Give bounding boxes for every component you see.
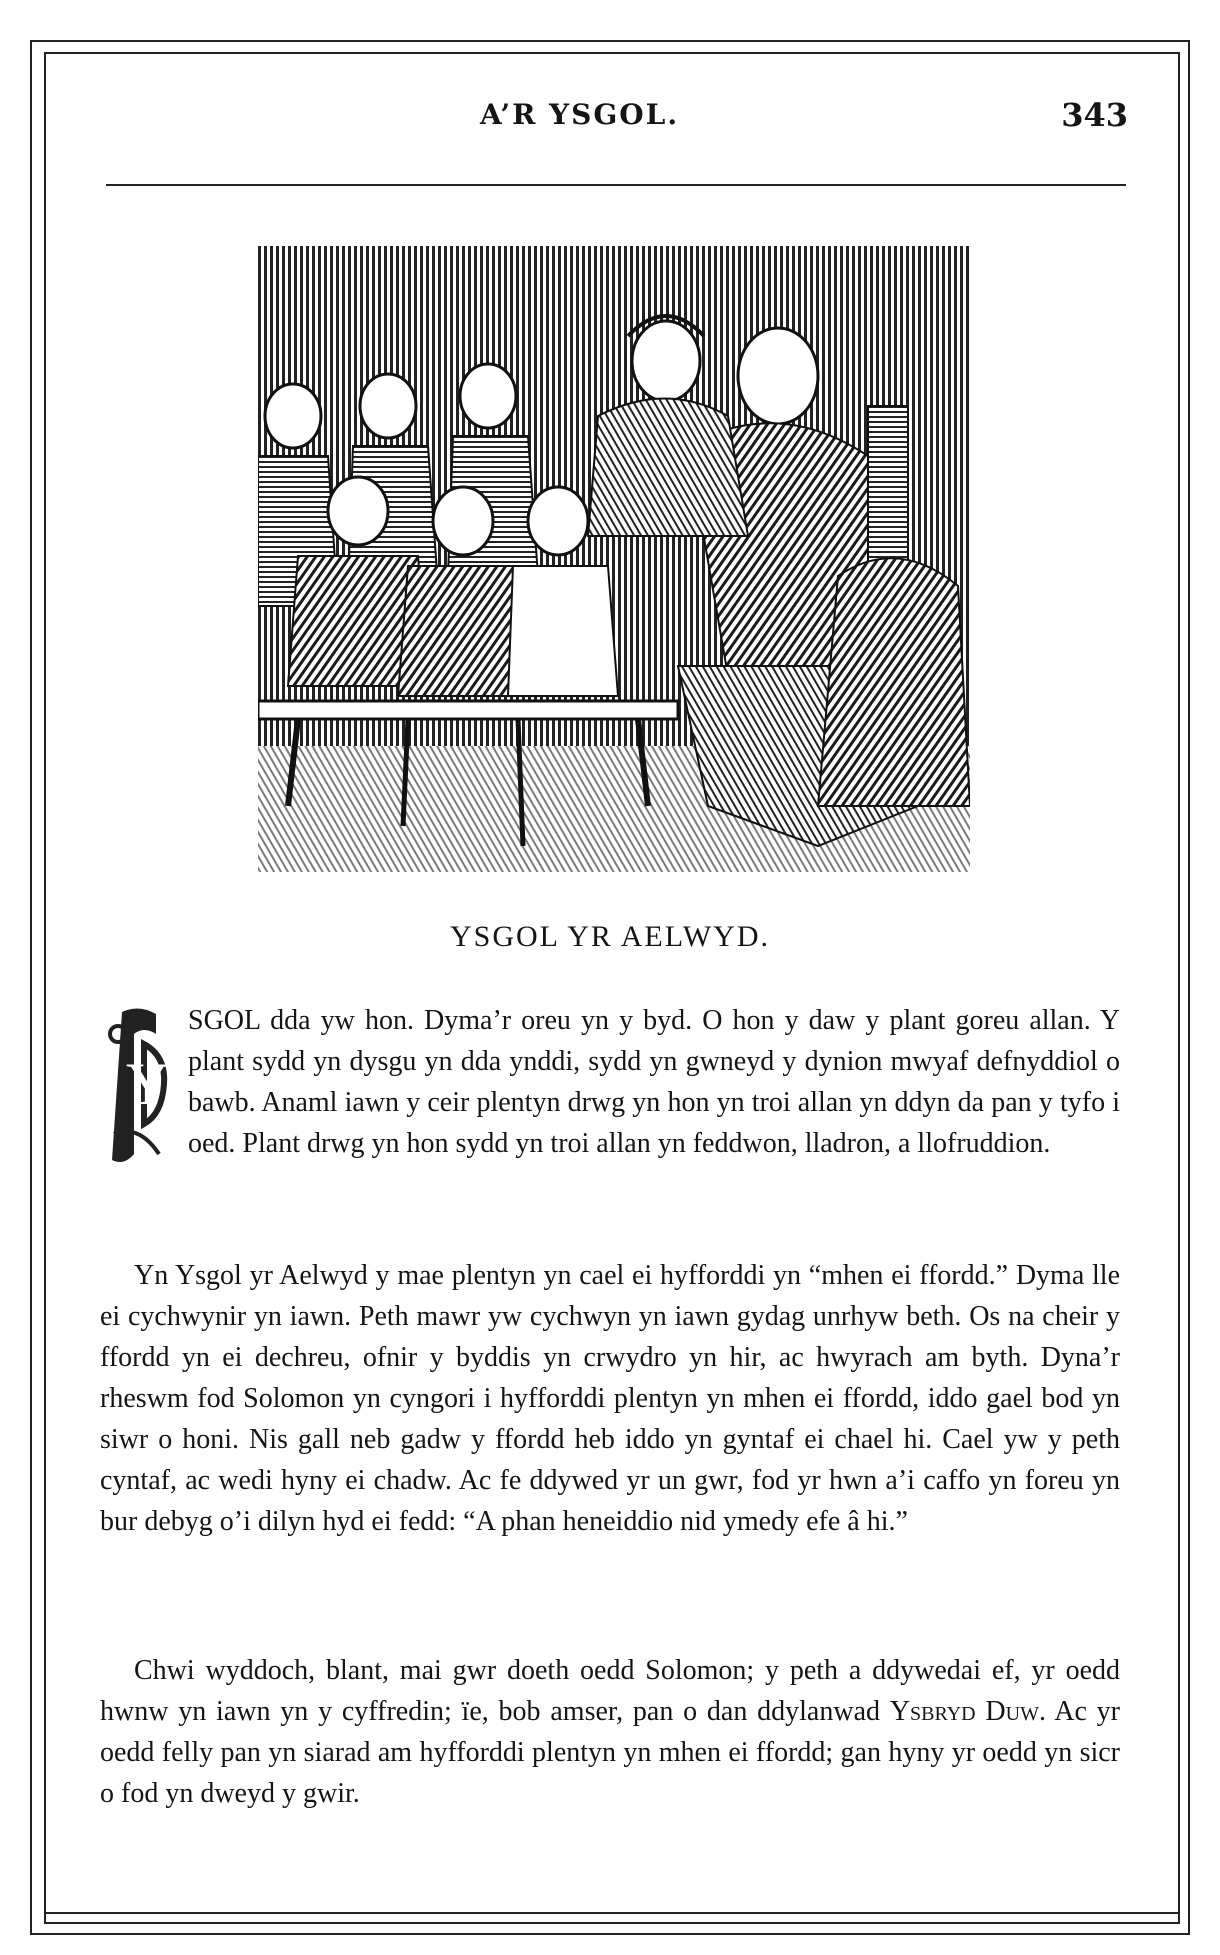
holy-spirit-smallcaps: Ysbryd Duw: [889, 1696, 1039, 1727]
paragraph-1-text: SGOL dda yw hon. Dyma’r oreu yn y byd. O hon y daw y plant goreu allan. Y plant sydd yn dysgu yn dda ynddi, sydd yn gwneyd y dynion mwyaf defnyddiol o bawb. Anaml iawn y ceir plentyn drwg yn hon yn troi allan yn ddyn da pan y tyfo i oed. Plant drwg yn hon sydd yn troi allan yn feddwon, lladron, a llofruddion.: [188, 1005, 1120, 1159]
header-rule: [106, 184, 1126, 186]
dropcap-letter: Y: [126, 1051, 170, 1117]
paragraph-1: [100, 1000, 1120, 1172]
paragraph-2: Yn Ysgol yr Aelwyd y mae plentyn yn cael ei hyfforddi yn “mhen ei ffordd.” Dyma lle ei cychwynir yn iawn. Peth mawr yw cychwyn yn iawn gydag unrhyw beth. Os na cheir y ffordd yn ei dechreu, ofnir y byddis yn crwydro yn hir, ac hwyrach am byth. Dyna’r rheswm fod Solomon yn cyngori i hyfforddi plentyn yn mhen ei ffordd, iddo gael bod yn siwr o honi. Nis gall neb gadw y ffordd heb iddo yn gyntaf ei chael hi. Cael yw y peth cyntaf, ac wedi hyny ei chadw. Ac fe ddywed yr un gwr, fod yr hwn a’i caffo yn foreu yn bur debyg o’i dilyn hyd ei fedd: “A phan heneiddio nid ymedy efe â hi.”: [100, 1260, 1120, 1537]
paragraph-3-text-b: . Ac yr oedd felly pan yn siarad am hyfforddi plentyn yn mhen ei ffordd; gan hyny yr oedd yn sicr o fod yn dweyd y gwir.: [100, 1696, 1120, 1809]
page-number: 343: [1061, 96, 1128, 134]
ornamental-dropcap-icon: [104, 1004, 174, 1172]
paragraph-3-text-a: Chwi wyddoch, blant, mai gwr doeth oedd Solomon; y peth a ddywedai ef, yr oedd hwnw yn iawn yn y cyffredin; ïe, bob amser, pan o dan ddylanwad: [100, 1655, 1120, 1727]
illustration-caption: YSGOL YR AELWYD.: [449, 920, 771, 953]
bottom-rule: [44, 1912, 1180, 1914]
running-title: A’R YSGOL.: [480, 98, 680, 131]
engraving-family-school-icon: [258, 246, 970, 872]
paragraph-3: [100, 1650, 1120, 1814]
